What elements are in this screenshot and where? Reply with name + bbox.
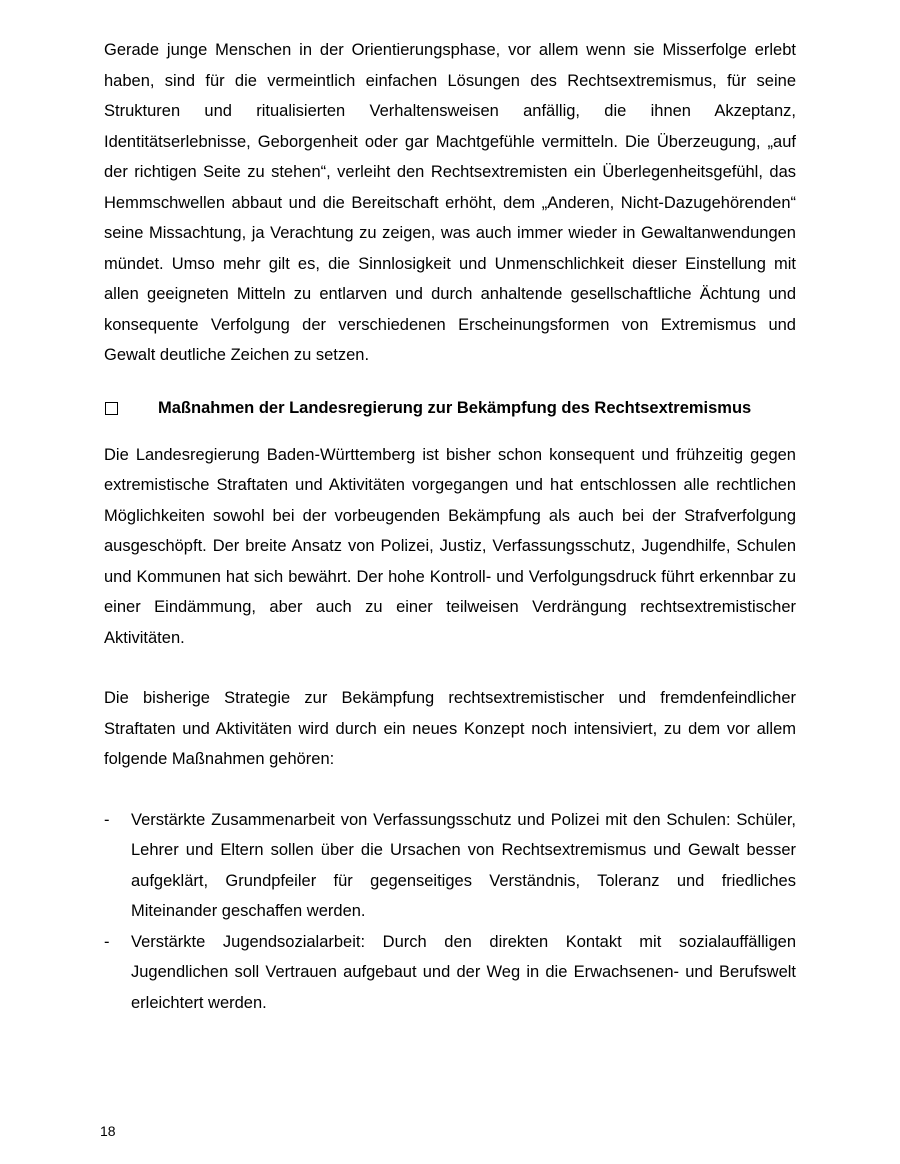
paragraph-landesregierung: Die Landesregierung Baden-Württemberg ist bisher schon konsequent und frühzeitig gegen extremistische Straftaten und Aktivitäten vorgegangen und hat entschlossen alle rechtlichen Möglichkeiten sowohl bei der vorbeugenden Bekämpfung als auch bei der Strafverfolgung ausgeschöpft. Der breite Ansatz von Polizei, Justiz, Verfassungsschutz, Jugendhilfe, Schulen und Kommunen hat sich bewährt. Der hohe Kontroll- und Verfolgungsdruck führt erkennbar zu einer Eindämmung, aber auch zu einer teilweisen Verdrängung rechtsextremistischer Aktivitäten. bbox=[104, 445, 796, 647]
checkbox-icon bbox=[105, 402, 118, 415]
list-marker: - bbox=[104, 932, 110, 951]
paragraph-strategie: Die bisherige Strategie zur Bekämpfung rechtsextremistischer und fremdenfeindlicher Straftaten und Aktivitäten wird durch ein neues Konzept noch intensiviert, zu dem vor allem folgende Maßnahmen gehören: bbox=[104, 689, 796, 768]
list-item-text: Verstärkte Jugendsozialarbeit: Durch den direkten Kontakt mit sozialauffälligen Jugendlichen soll Vertrauen aufgebaut und der Weg in die Erwachsenen- und Berufswelt erleichtert werden. bbox=[131, 932, 796, 1012]
section-heading-text: Maßnahmen der Landesregierung zur Bekämpfung des Rechtsextremismus bbox=[158, 399, 752, 417]
list-item bbox=[104, 805, 796, 927]
document-page bbox=[104, 35, 796, 1018]
paragraph-intro: Gerade junge Menschen in der Orientierungsphase, vor allem wenn sie Misserfolge erlebt haben, sind für die vermeintlich einfachen Lösungen des Rechtsextremismus, für seine Strukturen und ritualisierten Verhaltensweisen anfällig, die ihnen Akzeptanz, Identitätserlebnisse, Geborgenheit oder gar Machtgefühle vermitteln. Die Überzeugung, „auf der richtigen Seite zu stehen“, verleiht den Rechtsextremisten ein Überlegenheitsgefühl, das Hemmschwellen abbaut und die Bereitschaft erhöht, dem „Anderen, Nicht-Dazugehörenden“ seine Missachtung, ja Verachtung zu zeigen, was auch immer wieder in Gewaltanwendungen mündet. Umso mehr gilt es, die Sinnlosigkeit und Unmenschlichkeit dieser Einstellung mit allen geeigneten Mitteln zu entlarven und durch anhaltende gesellschaftliche Ächtung und konsequente Verfolgung der verschiedenen Erscheinungsformen von Extremismus und Gewalt deutliche Zeichen zu setzen. bbox=[104, 41, 796, 364]
list-marker: - bbox=[104, 810, 110, 829]
list-item bbox=[104, 927, 796, 1019]
list-item-text: Verstärkte Zusammenarbeit von Verfassungsschutz und Polizei mit den Schulen: Schüler, Lehrer und Eltern sollen über die Ursachen von Rechtsextremismus und Gewalt besser aufgeklärt, Grundpfeiler für gegenseitiges Verständnis, Toleranz und friedliches Miteinander geschaffen werden. bbox=[131, 810, 796, 920]
section-heading bbox=[104, 394, 796, 424]
measures-list bbox=[104, 805, 796, 1019]
page-number: 18 bbox=[100, 1123, 116, 1139]
